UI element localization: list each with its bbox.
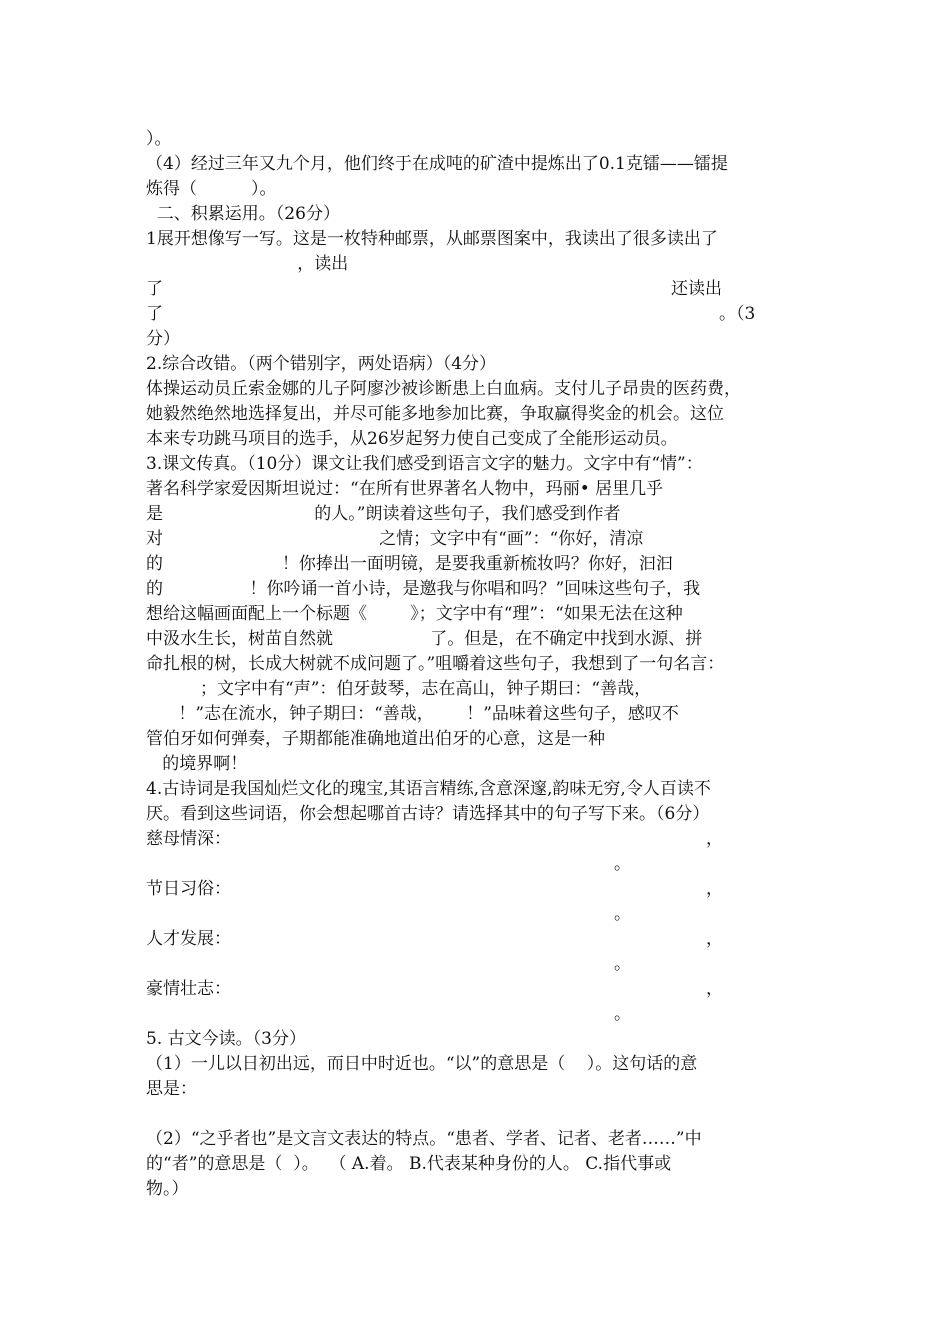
text-line: 了 <box>146 304 163 324</box>
question-4: 4.古诗词是我国灿烂文化的瑰宝,其语言精练,含意深邃,韵味无穷,令人百读不 <box>146 779 711 799</box>
text-line: ！”志在流水，钟子期曰：“善哉， ！”品味着这些句子，感叹不 <box>146 704 679 724</box>
text-line: （2）“之乎者也”是文言文表达的特点。“患者、学者、记者、老者……”中 <box>146 1129 702 1149</box>
poem-line-period: 。 <box>614 904 631 924</box>
text-line: 管伯牙如何弹奏，子期都能准确地道出伯牙的心意，这是一种 <box>146 729 605 749</box>
text-line: 是 的人。”朗读着这些句子，我们感受到作者 <box>146 504 621 524</box>
text-line: 了 <box>146 279 163 299</box>
question-5: 5. 古文今读。（3分） <box>146 1029 306 1049</box>
poem-line-comma: ， <box>706 829 723 849</box>
poem-prompt-label: 人才发展： <box>146 929 231 949</box>
text-line: 体操运动员丘索金娜的儿子阿廖沙被诊断患上白血病。支付儿子昂贵的医药费， <box>146 379 741 399</box>
poem-line-comma: ， <box>706 929 723 949</box>
text-line: ；文字中有“声”：伯牙鼓琴，志在高山，钟子期曰：“善哉， <box>146 679 652 699</box>
text-line: 厌。看到这些词语，你会想起哪首古诗？请选择其中的句子写下来。（6分） <box>146 804 710 824</box>
text-line: 的 ！你捧出一面明镜，是要我重新梳妆吗？你好，汩汩 <box>146 554 673 574</box>
text-line: ，读出 <box>146 254 349 274</box>
text-line: 想给这幅画面配上一个标题《 》；文字中有“理”：“如果无法在这种 <box>146 604 683 624</box>
text-line: 思是： <box>146 1079 197 1099</box>
poem-prompt-label: 豪情壮志： <box>146 979 231 999</box>
text-line: 本来专功跳马项目的选手，从26岁起努力使自己变成了全能形运动员。 <box>146 429 678 449</box>
text-line: 分） <box>146 329 180 349</box>
text-line: 的 ！你吟诵一首小诗，是邀我与你唱和吗？”回味这些句子，我 <box>146 579 701 599</box>
text-line-right: 还读出 <box>671 279 722 299</box>
poem-prompt-label: 节日习俗： <box>146 879 231 899</box>
text-line: 对 之情；文字中有“画”：“你好，清凉 <box>146 529 644 549</box>
question-3: 3.课文传真。（10分）课文让我们感受到语言文字的魅力。文字中有“情”： <box>146 454 703 474</box>
text-line: 的境界啊！ <box>146 754 248 774</box>
poem-line-comma: ， <box>706 879 723 899</box>
section-heading: 二、积累运用。（26分） <box>146 204 340 224</box>
text-line: （4）经过三年又九个月，他们终于在成吨的矿渣中提炼出了0.1克镭——镭提 <box>146 154 728 174</box>
text-line: 著名科学家爱因斯坦说过：“在所有世界著名人物中，玛丽• 居里几乎 <box>146 479 664 499</box>
text-line: 她毅然绝然地选择复出，并尽可能多地参加比赛，争取赢得奖金的机会。这位 <box>146 404 724 424</box>
poem-line-period: 。 <box>614 854 631 874</box>
question-2: 2.综合改错。（两个错别字，两处语病）（4分） <box>146 354 497 374</box>
question-1: 1展开想像写一写。这是一枚特种邮票，从邮票图案中，我读出了很多读出了 <box>146 229 718 249</box>
poem-line-period: 。 <box>614 1004 631 1024</box>
text-line: 命扎根的树，长成大树就不成问题了。”咀嚼着这些句子，我想到了一句名言： <box>146 654 725 674</box>
text-line-right: 。（3 <box>719 304 756 324</box>
text-line: 物。） <box>146 1179 189 1199</box>
text-line: 中汲水生长，树苗自然就 了。但是，在不确定中找到水源、拼 <box>146 629 703 649</box>
poem-prompt-label: 慈母情深： <box>146 829 231 849</box>
poem-line-comma: ， <box>706 979 723 999</box>
text-line: （1）一儿以日初出远，而日中时近也。“以”的意思是（ ）。这句话的意 <box>146 1054 698 1074</box>
poem-line-period: 。 <box>614 954 631 974</box>
text-line: 炼得（ ）。 <box>146 179 277 199</box>
text-line: 的“者”的意思是（ ）。 （ A.着。 B.代表某种身份的人。 C.指代事或 <box>146 1154 672 1174</box>
text-line: ）。 <box>146 129 172 149</box>
